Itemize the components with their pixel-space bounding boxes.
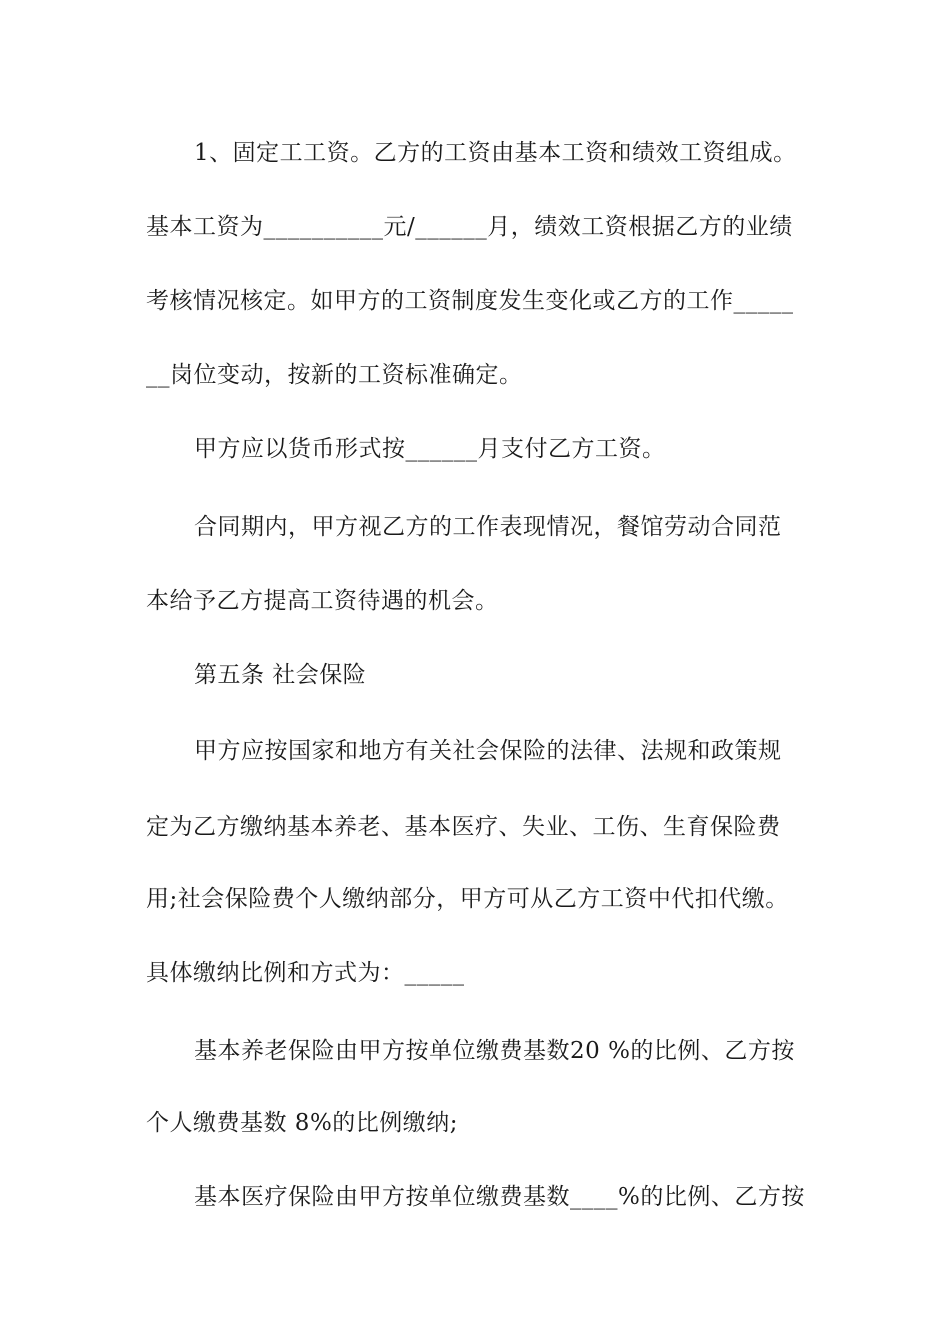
text-line: __岗位变动，按新的工资标准确定。 bbox=[146, 362, 523, 388]
text-line: 用;社会保险费个人缴纳部分，甲方可从乙方工资中代扣代缴。 bbox=[146, 886, 789, 912]
text-line: 甲方应以货币形式按______月支付乙方工资。 bbox=[194, 436, 666, 462]
text-line: 基本工资为__________元/______月，绩效工资根据乙方的业绩 bbox=[146, 214, 793, 240]
section-heading: 第五条 社会保险 bbox=[194, 662, 367, 688]
text-line: 基本养老保险由甲方按单位缴费基数20 %的比例、乙方按 bbox=[194, 1038, 795, 1064]
text-line: 个人缴费基数 8%的比例缴纳; bbox=[146, 1110, 459, 1136]
text-line: 定为乙方缴纳基本养老、基本医疗、失业、工伤、生育保险费 bbox=[146, 814, 781, 840]
text-line: 具体缴纳比例和方式为：_____ bbox=[146, 960, 465, 986]
text-line: 基本医疗保险由甲方按单位缴费基数____%的比例、乙方按 bbox=[194, 1184, 805, 1210]
text-line: 本给予乙方提高工资待遇的机会。 bbox=[146, 588, 499, 614]
text-line: 考核情况核定。如甲方的工资制度发生变化或乙方的工作_____ bbox=[146, 288, 794, 314]
text-line: 1、固定工工资。乙方的工资由基本工资和绩效工资组成。 bbox=[194, 140, 797, 166]
text-line: 甲方应按国家和地方有关社会保险的法律、法规和政策规 bbox=[194, 738, 782, 764]
text-line: 合同期内，甲方视乙方的工作表现情况，餐馆劳动合同范 bbox=[194, 514, 782, 540]
